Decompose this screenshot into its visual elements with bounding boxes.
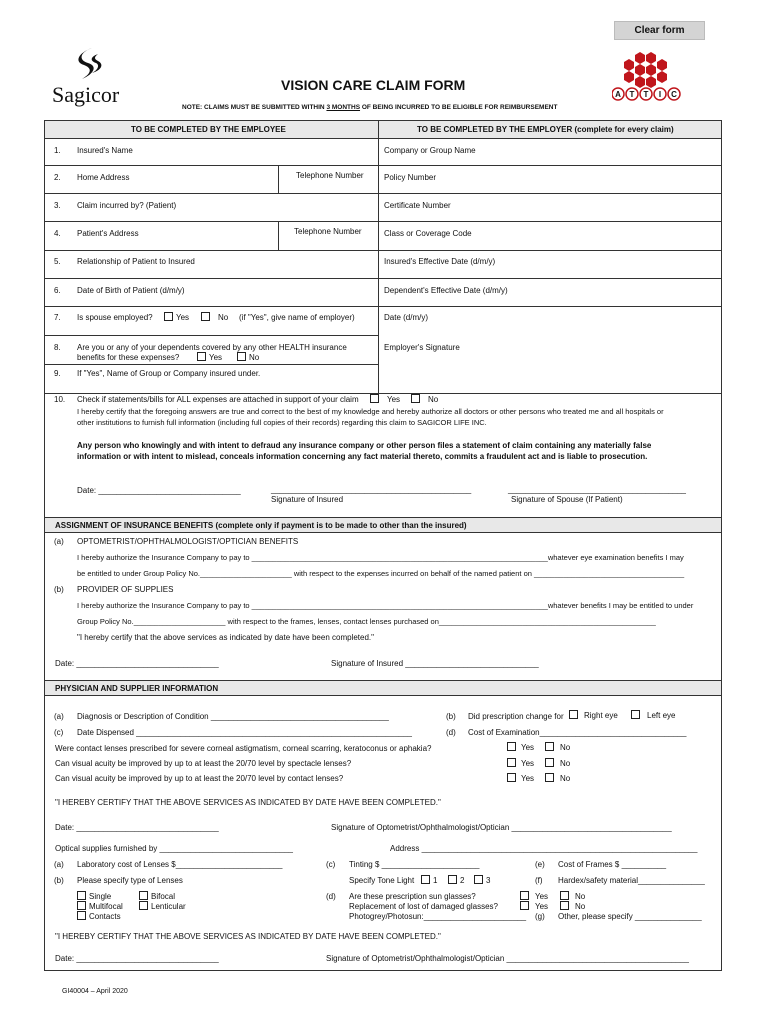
optometrist-benefits-title: OPTOMETRIST/OPHTHALMOLOGIST/OPTICIAN BENEFITS — [77, 537, 299, 546]
left-eye-option[interactable]: Left eye — [631, 710, 675, 720]
checkbox-icon[interactable] — [411, 394, 420, 403]
tinting-cost-field[interactable]: Tinting $ ______________________ — [349, 860, 480, 869]
bills-attached-label: Check if statements/bills for ALL expenses are attached in support of your claim — [77, 395, 359, 404]
checkbox-icon[interactable] — [631, 710, 640, 719]
checkbox-icon[interactable] — [77, 911, 86, 920]
photogrey-field[interactable]: Photogrey/Photosun:_______________________ — [349, 912, 527, 921]
tone-3-option[interactable]: 3 — [474, 875, 490, 885]
spouse-employer-note: (if "Yes", give name of employer) — [239, 313, 355, 322]
item-letter: (a) — [54, 712, 64, 721]
diagnosis-field[interactable]: Diagnosis or Description of Condition ________________________________________ — [77, 712, 389, 721]
home-telephone-field[interactable]: Telephone Number — [296, 171, 364, 180]
prescription-change-label: Did prescription change for — [468, 712, 564, 721]
provider-supplies-title: PROVIDER OF SUPPLIES — [77, 585, 174, 594]
hardex-field[interactable]: Hardex/safety material_______________ — [558, 876, 705, 885]
other-group-field[interactable]: If "Yes", Name of Group or Company insured under. — [77, 369, 261, 378]
q3-no-option[interactable]: No — [545, 773, 570, 783]
q3-yes-option[interactable]: Yes — [507, 773, 534, 783]
tone-light-label: Specify Tone Light — [349, 876, 415, 885]
optometrist-policy-line[interactable]: be entitled to under Group Policy No.______________________ with respect to the expenses incurred on behalf of the named patient on ____________________________________ — [77, 569, 685, 578]
other-coverage-label: Are you or any of your dependents covered by any other HEALTH insurance — [77, 343, 347, 352]
insured-effective-date-field[interactable]: Insured's Effective Date (d/m/y) — [384, 257, 496, 266]
lens-type-label: Please specify type of Lenses — [77, 876, 183, 885]
checkbox-icon[interactable] — [545, 758, 554, 767]
checkbox-icon[interactable] — [139, 901, 148, 910]
spouse-yes-option[interactable]: Yes — [164, 312, 189, 322]
employer-section-header: TO BE COMPLETED BY THE EMPLOYER (complete for every claim) — [417, 125, 674, 134]
q1-no-option[interactable]: No — [545, 742, 570, 752]
assignment-header: ASSIGNMENT OF INSURANCE BENEFITS (complete only if payment is to be made to other than the insured) — [55, 521, 467, 530]
svg-text:I: I — [658, 90, 662, 99]
q2-yes-option[interactable]: Yes — [507, 758, 534, 768]
lenticular-lens-option[interactable]: Lenticular — [139, 901, 186, 911]
row-number: 3. — [54, 201, 61, 210]
bills-no-option[interactable]: No — [411, 394, 438, 404]
exam-cost-field[interactable]: Cost of Examination_________________________________ — [468, 728, 687, 737]
tone-1-option[interactable]: 1 — [421, 875, 437, 885]
physician-header: PHYSICIAN AND SUPPLIER INFORMATION — [55, 684, 219, 693]
item-letter: (e) — [535, 860, 545, 869]
spouse-signature-line[interactable]: ________________________________________ — [508, 485, 686, 494]
provider-certify-text: "I hereby certify that the above services as indicated by date have been completed." — [77, 633, 374, 642]
row-number: 9. — [54, 369, 61, 378]
optical-supplier-field[interactable]: Optical supplies furnished by ______________________________ — [55, 844, 293, 853]
patient-telephone-field[interactable]: Telephone Number — [294, 227, 362, 236]
svg-text:C: C — [671, 90, 677, 99]
provider-policy-line[interactable]: Group Policy No.______________________ with respect to the frames, lenses, contact lenses purchased on____________________________________________________ — [77, 617, 656, 626]
checkbox-icon[interactable] — [545, 773, 554, 782]
checkbox-icon[interactable] — [370, 394, 379, 403]
spouse-employed-label: Is spouse employed? — [77, 313, 153, 322]
fraud-warning-1: Any person who knowingly and with intent to defraud any insurance company or other person files a statement of claim containing any materially false — [77, 441, 652, 450]
sunglasses-no-option[interactable]: No — [560, 891, 585, 901]
right-eye-option[interactable]: Right eye — [569, 710, 618, 720]
employee-section-header: TO BE COMPLETED BY THE EMPLOYEE — [131, 125, 286, 134]
other-coverage-label-2: benefits for these expenses? — [77, 353, 180, 362]
contact-acuity-question: Can visual acuity be improved by up to at least the 20/70 level by contact lenses? — [55, 774, 344, 783]
spectacle-acuity-question: Can visual acuity be improved by up to at least the 20/70 level by spectacle lenses? — [55, 759, 352, 768]
supplier-date-field[interactable]: Date: ________________________________ — [55, 954, 219, 963]
sagicor-wordmark: Sagicor — [52, 82, 120, 107]
employer-date-field[interactable]: Date (d/m/y) — [384, 313, 429, 322]
contacts-lens-option[interactable]: Contacts — [77, 911, 121, 921]
clear-form-button[interactable]: Clear form — [614, 21, 705, 40]
bifocal-lens-option[interactable]: Bifocal — [139, 891, 175, 901]
certificate-number-field[interactable]: Certificate Number — [384, 201, 451, 210]
checkbox-icon[interactable] — [164, 312, 173, 321]
certification-text-1: I hereby certify that the foregoing answers are true and correct to the best of my knowledge and hereby authorize all doctors or other persons who treated me and all hospitals or — [77, 407, 664, 416]
provider-authorize-line[interactable]: I hereby authorize the Insurance Company to pay to _______________________________________________________________________whatever benefits I may be entitled to under — [77, 601, 694, 610]
q1-yes-option[interactable]: Yes — [507, 742, 534, 752]
row-number: 4. — [54, 229, 61, 238]
checkbox-icon[interactable] — [507, 742, 516, 751]
row-number: 8. — [54, 343, 61, 352]
row-number: 1. — [54, 146, 61, 155]
insured-date-field[interactable]: Date: ________________________________ — [77, 486, 241, 495]
checkbox-icon[interactable] — [237, 352, 246, 361]
supplier-address-field[interactable]: Address ______________________________________________________________ — [390, 844, 698, 853]
policy-number-field[interactable]: Policy Number — [384, 173, 437, 182]
item-letter: (g) — [535, 912, 545, 921]
checkbox-icon[interactable] — [77, 891, 86, 900]
item-letter: (a) — [54, 860, 64, 869]
checkbox-icon[interactable] — [197, 352, 206, 361]
home-address-field[interactable]: Home Address — [77, 173, 130, 182]
item-letter: (c) — [54, 728, 64, 737]
single-lens-option[interactable]: Single — [77, 891, 111, 901]
checkbox-icon[interactable] — [507, 758, 516, 767]
coverage-no-option[interactable]: No — [237, 352, 259, 362]
q2-no-option[interactable]: No — [545, 758, 570, 768]
item-letter: (b) — [54, 585, 64, 594]
frame-cost-field[interactable]: Cost of Frames $ __________ — [558, 860, 667, 869]
checkbox-icon[interactable] — [560, 901, 569, 910]
row-number: 6. — [54, 286, 61, 295]
physician-date-field[interactable]: Date: ________________________________ — [55, 823, 219, 832]
checkbox-icon[interactable] — [520, 891, 529, 900]
insured-name-field[interactable]: Insured's Name — [77, 146, 133, 155]
supplier-certify-text: "I HEREBY CERTIFY THAT THE ABOVE SERVICES AS INDICATED BY DATE HAVE BEEN COMPLETED." — [55, 932, 441, 941]
coverage-yes-option[interactable]: Yes — [197, 352, 222, 362]
insured-signature-line[interactable]: _____________________________________________ — [271, 485, 472, 494]
supplier-signature-field[interactable]: Signature of Optometrist/Ophthalmologist/Optician _________________________________________ — [326, 954, 689, 963]
form-code: GI40004 – April 2020 — [62, 988, 128, 995]
company-group-field[interactable]: Company or Group Name — [384, 146, 476, 155]
item-letter: (a) — [54, 537, 64, 546]
replacement-no-option[interactable]: No — [560, 901, 585, 911]
checkbox-icon[interactable] — [421, 875, 430, 884]
patient-dob-field[interactable]: Date of Birth of Patient (d/m/y) — [77, 286, 185, 295]
date-dispensed-field[interactable]: Date Dispensed ______________________________________________________________ — [77, 728, 412, 737]
contact-lens-question: Were contact lenses prescribed for severe corneal astigmatism, corneal scarring, keratoconus or aphakia? — [55, 744, 432, 753]
spouse-signature-label: Signature of Spouse (If Patient) — [511, 495, 623, 504]
attic-logo-icon — [612, 50, 684, 102]
patient-address-field[interactable]: Patient's Address — [77, 229, 139, 238]
checkbox-icon[interactable] — [474, 875, 483, 884]
row-number: 5. — [54, 257, 61, 266]
row-number: 10. — [54, 395, 66, 404]
item-letter: (d) — [326, 892, 336, 901]
sagicor-logo-icon — [70, 46, 106, 82]
tone-2-option[interactable]: 2 — [448, 875, 464, 885]
assignment-signature-field[interactable]: Signature of Insured ______________________________ — [331, 659, 539, 668]
bills-yes-option[interactable]: Yes — [370, 394, 400, 404]
page-title: VISION CARE CLAIM FORM — [281, 77, 466, 93]
item-letter: (b) — [54, 876, 64, 885]
checkbox-icon[interactable] — [560, 891, 569, 900]
certification-text-2: other institutions to furnish full information (including full copies of their records) regarding this claim to SAGICOR LIFE INC. — [77, 418, 487, 427]
checkbox-icon[interactable] — [569, 710, 578, 719]
class-coverage-field[interactable]: Class or Coverage Code — [384, 229, 472, 238]
patient-field[interactable]: Claim incurred by? (Patient) — [77, 201, 177, 210]
replacement-yes-option[interactable]: Yes — [520, 901, 548, 911]
checkbox-icon[interactable] — [448, 875, 457, 884]
dependent-effective-date-field[interactable]: Dependent's Effective Date (d/m/y) — [384, 286, 508, 295]
sunglasses-question: Are these prescription sun glasses? — [349, 892, 476, 901]
employer-signature-field[interactable]: Employer's Signature — [384, 343, 460, 352]
item-letter: (f) — [535, 876, 543, 885]
lens-cost-field[interactable]: Laboratory cost of Lenses $________________________ — [77, 860, 283, 869]
svg-text:T: T — [629, 90, 635, 99]
fraud-warning-2: information or with intent to mislead, conceals information concerning any fact material thereto, commits a fraudulent act and is liable to prosecution. — [77, 452, 648, 461]
relationship-field[interactable]: Relationship of Patient to Insured — [77, 257, 195, 266]
submission-note: NOTE: CLAIMS MUST BE SUBMITTED WITHIN 3 MONTHS OF BEING INCURRED TO BE ELIGIBLE FOR REIMBURSEMENT — [182, 104, 558, 111]
checkbox-icon[interactable] — [507, 773, 516, 782]
checkbox-icon[interactable] — [77, 901, 86, 910]
svg-text:T: T — [643, 90, 649, 99]
spouse-no-option[interactable]: No — [201, 312, 228, 322]
assignment-date-field[interactable]: Date: ________________________________ — [55, 659, 219, 668]
physician-signature-field[interactable]: Signature of Optometrist/Ophthalmologist/Optician ____________________________________ — [331, 823, 672, 832]
svg-text:A: A — [615, 90, 621, 99]
checkbox-icon[interactable] — [139, 891, 148, 900]
multifocal-lens-option[interactable]: Multifocal — [77, 901, 123, 911]
row-number: 2. — [54, 173, 61, 182]
checkbox-icon[interactable] — [520, 901, 529, 910]
insured-signature-label: Signature of Insured — [271, 495, 344, 504]
checkbox-icon[interactable] — [201, 312, 210, 321]
row-number: 7. — [54, 313, 61, 322]
replacement-question: Replacement of lost of damaged glasses? — [349, 902, 498, 911]
item-letter: (d) — [446, 728, 456, 737]
other-specify-field[interactable]: Other, please specify _______________ — [558, 912, 702, 921]
optometrist-authorize-line[interactable]: I hereby authorize the Insurance Company to pay to _______________________________________________________________________whatever eye examination benefits I may — [77, 553, 684, 562]
checkbox-icon[interactable] — [545, 742, 554, 751]
physician-certify-text: "I HEREBY CERTIFY THAT THE ABOVE SERVICES AS INDICATED BY DATE HAVE BEEN COMPLETED." — [55, 798, 441, 807]
item-letter: (b) — [446, 712, 456, 721]
item-letter: (c) — [326, 860, 336, 869]
sunglasses-yes-option[interactable]: Yes — [520, 891, 548, 901]
